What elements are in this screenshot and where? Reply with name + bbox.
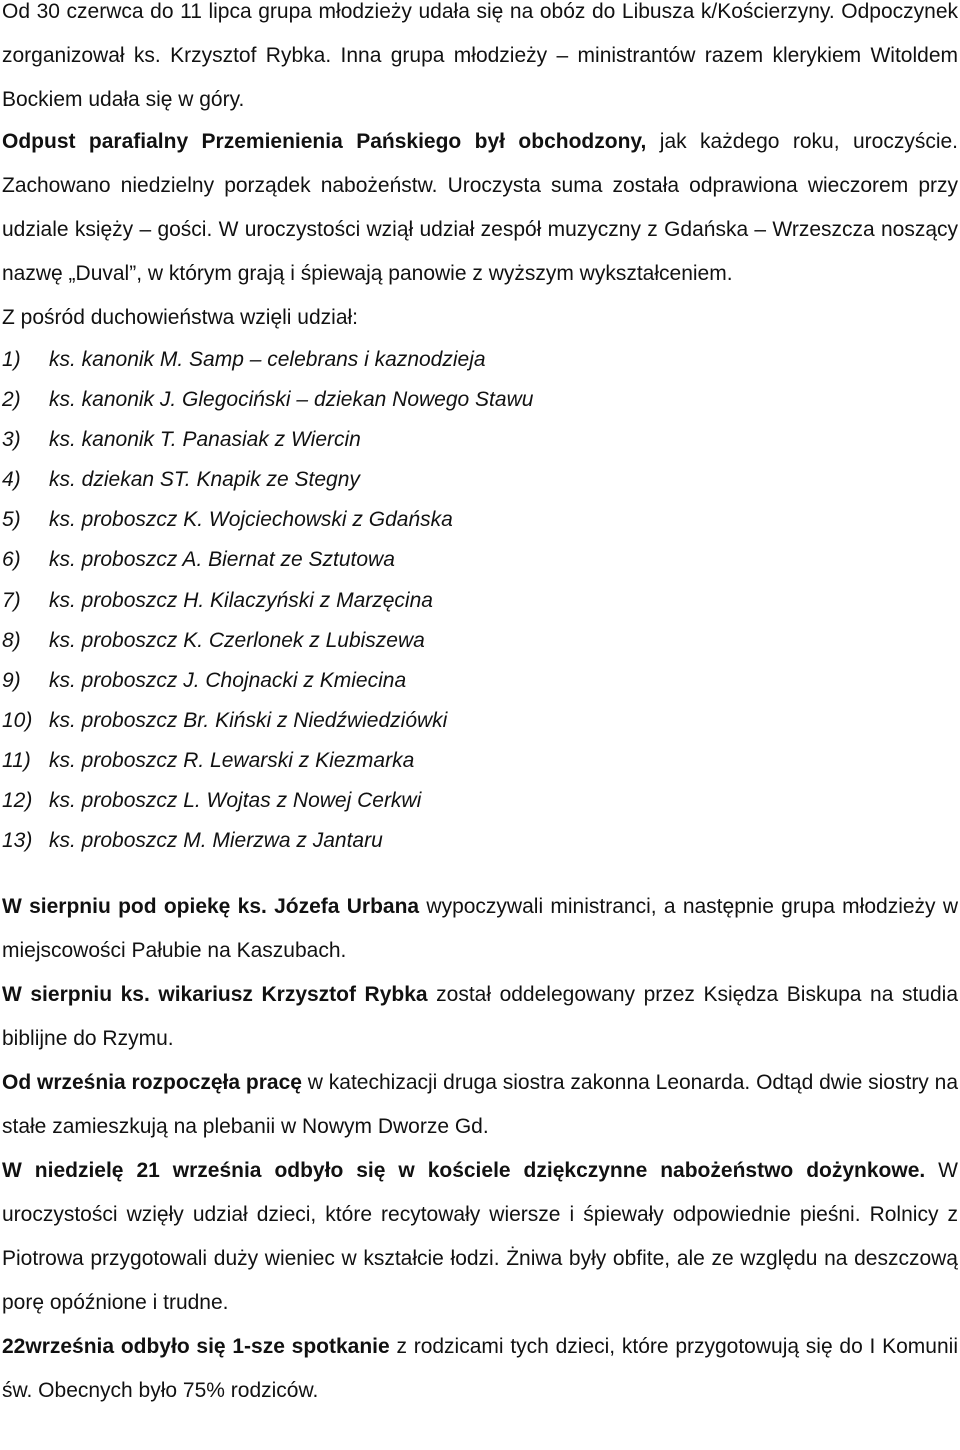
list-item-text: ks. kanonik J. Glegociński – dziekan Nowego Stawu [49,388,534,412]
harvest-festival-body: W uroczystości wzięły udział dzieci, które recytowały wiersze i śpiewały odpowiednie pieśni. Rolnicy z Piotrowa przygotowali duży wieniec w kształcie łodzi. Żniwa były obfite, ale ze względu na deszczową porę opóźnione i trudne. [2,1159,959,1315]
list-item [2,621,958,661]
list-item [2,741,958,781]
catechesis-lead: Od września rozpoczęła pracę [2,1071,302,1095]
list-item [2,661,958,701]
list-item-number: 8) [2,628,21,652]
list-item [2,581,958,621]
parish-feast-lead: Odpust parafialny Przemienienia Pańskiego był obchodzony, [2,130,647,153]
list-item [2,340,958,380]
list-item-text: ks. proboszcz Br. Kiński z Niedźwiedziówki [49,708,448,732]
list-item-number: 5) [2,508,21,532]
parents-meeting-body: z rodzicami tych dzieci, które przygotowują się do I Komunii św. Obecnych było 75% rodziców. [2,1335,958,1403]
paragraph-parish-feast [2,120,958,296]
list-item-text: ks. proboszcz J. Chojnacki z Kmiecina [49,668,407,692]
list-item-number: 1) [2,348,21,371]
parish-feast-body: jak każdego roku, uroczyście. Zachowano niedzielny porządek nabożeństw. Uroczysta suma została odprawiona wieczorem przy udziale księży – gości. W uroczystości wziął udział zespół muzyczny z Gdańska – Wrzeszcza noszący nazwę „Duval”, w którym grają i śpiewają panowie z wyższym wykształceniem. [2,130,959,285]
list-item-number: 9) [2,668,21,692]
clergy-list [2,340,958,861]
vicar-studies-lead: W sierpniu ks. wikariusz Krzysztof Rybka [2,983,428,1007]
list-item [2,781,958,821]
list-item [2,540,958,580]
list-item-text: ks. proboszcz L. Wojtas z Nowej Cerkwi [49,789,422,813]
list-item-number: 4) [2,468,21,492]
list-item-number: 12) [2,789,33,813]
list-item-text: ks. kanonik M. Samp – celebrans i kaznodzieja [49,348,486,371]
list-item [2,500,958,540]
harvest-festival-lead: W niedzielę 21 września odbyło się w kościele dziękczynne nabożeństwo dożynkowe. [2,1159,926,1183]
list-item [2,701,958,741]
clergy-list-heading: Z pośród duchowieństwa wzięli udział: [2,306,359,329]
list-item-text: ks. proboszcz R. Lewarski z Kiezmarka [49,748,415,772]
altar-servers-lead: W sierpniu pod opiekę ks. Józefa Urbana [2,895,420,919]
list-item-text: ks. proboszcz K. Czerlonek z Lubiszewa [49,628,425,652]
section-spacer [2,861,958,885]
list-item-number: 11) [2,748,31,772]
list-item-number: 13) [2,829,33,853]
list-item-number: 10) [2,708,33,732]
paragraph-catechesis [2,1061,958,1149]
altar-servers-body: wypoczywali ministranci, a następnie grupa młodzieży w miejscowości Pałubie na Kaszubach. [2,895,958,963]
parents-meeting-lead: 22września odbyło się 1-sze spotkanie [2,1335,390,1359]
list-item-text: ks. proboszcz H. Kilaczyński z Marzęcina [49,588,433,612]
list-item-text: ks. proboszcz A. Biernat ze Sztutowa [49,548,395,572]
paragraph-parents-meeting [2,1325,958,1413]
paragraph-summer-camp: Od 30 czerwca do 11 lipca grupa młodzieży udała się na obóz do Libusza k/Kościerzyny. Odpoczynek zorganizował ks. Krzysztof Rybka. Inna grupa młodzieży – ministrantów razem klerykiem Witoldem Bockiem udała się w góry. [2,0,958,111]
list-item [2,460,958,500]
list-item-text: ks. dziekan ST. Knapik ze Stegny [49,468,360,492]
list-item-number: 2) [2,388,21,412]
list-item [2,821,958,861]
paragraph-altar-servers-vacation [2,885,958,973]
list-item-text: ks. proboszcz M. Mierzwa z Jantaru [49,829,383,853]
vicar-studies-body: został oddelegowany przez Księdza Biskupa na studia biblijne do Rzymu. [2,983,958,1051]
catechesis-body: w katechizacji druga siostra zakonna Leonarda. Odtąd dwie siostry na stałe zamieszkują na plebanii w Nowym Dworze Gd. [2,1071,959,1139]
list-item-number: 6) [2,548,21,572]
list-item-text: ks. proboszcz K. Wojciechowski z Gdańska [49,508,453,532]
paragraph-harvest-festival [2,1149,958,1325]
list-item-number: 3) [2,428,21,452]
list-item-number: 7) [2,588,21,612]
list-item [2,380,958,420]
list-item-text: ks. kanonik T. Panasiak z Wiercin [49,428,361,452]
paragraph-vicar-studies [2,973,958,1061]
list-item [2,420,958,460]
